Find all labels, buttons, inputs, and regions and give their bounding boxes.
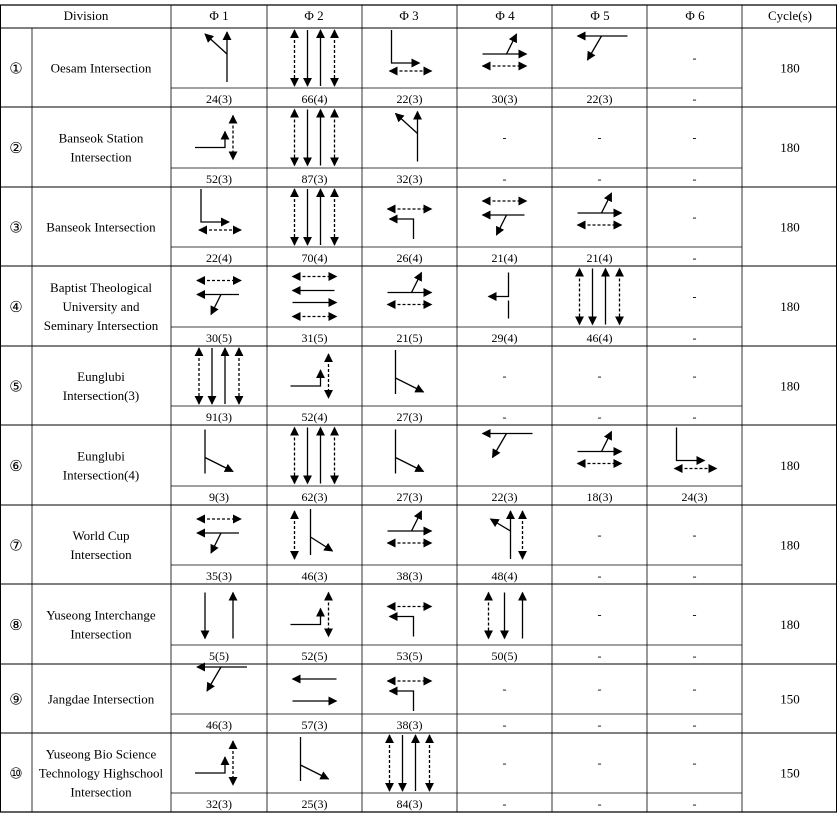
vehicle-arrow xyxy=(291,370,321,386)
phase-1-timing: 22(4) xyxy=(206,251,232,265)
intersection-name: Eunglubi xyxy=(77,369,125,384)
phase-5-none-diagram xyxy=(598,756,602,770)
phase-4-timing: - xyxy=(502,410,507,424)
phase-4-timing: - xyxy=(502,797,507,811)
vehicle-arrow xyxy=(211,295,221,315)
empty-phase-dash: - xyxy=(597,607,602,622)
row-number: ⑤ xyxy=(9,379,23,396)
phase-header-5: Φ 5 xyxy=(590,8,610,23)
phase-3-eastbound-through-and-left-with-pedestrian-diagram xyxy=(388,273,432,305)
phase-5-westbound-through-and-left-diagram xyxy=(578,36,628,60)
table-body xyxy=(9,30,799,811)
empty-phase-dash: - xyxy=(597,369,602,383)
phase-1-timing: 52(3) xyxy=(206,172,232,186)
phase-6-none-diagram xyxy=(693,608,697,622)
phase-4-none-diagram xyxy=(503,131,507,145)
phase-3-left-and-through-northbound-diagram xyxy=(396,112,418,162)
empty-phase-dash: - xyxy=(692,210,697,224)
empty-phase-dash: - xyxy=(692,289,697,304)
vehicle-arrow xyxy=(205,34,227,54)
empty-phase-dash: - xyxy=(502,756,507,770)
phase-2-timing: 25(3) xyxy=(301,797,328,811)
cycle-value: 180 xyxy=(780,617,800,632)
vehicle-arrow xyxy=(392,30,420,63)
phase-4-northbound-through-and-left-with-pedestrian-diagram xyxy=(491,511,523,559)
phase-1-timing: 24(3) xyxy=(206,92,232,106)
row-number: ⑧ xyxy=(9,618,23,634)
phase-2-timing: 70(4) xyxy=(301,251,328,265)
table-row xyxy=(9,667,799,732)
phase-2-eastbound-left-with-pedestrian-diagram xyxy=(291,354,329,398)
table-row xyxy=(9,189,799,265)
phase-6-timing: 24(3) xyxy=(681,490,708,504)
phase-3-timing: 53(5) xyxy=(396,649,423,663)
phase-1-timing: 9(3) xyxy=(209,490,229,504)
phase-2-through-both-directions-with-pedestrian-diagram xyxy=(295,189,335,245)
vehicle-arrow xyxy=(493,434,507,458)
phase-4-timing: 22(3) xyxy=(491,490,518,504)
vehicle-arrow xyxy=(311,537,333,551)
phase-4-timing: 29(4) xyxy=(491,331,518,345)
intersection-name: Jangdae Intersection xyxy=(47,691,155,707)
phase-2-timing: 52(5) xyxy=(301,649,328,663)
phase-3-southbound-through-and-left-diagram xyxy=(396,350,424,394)
intersection-name: Banseok Intersection xyxy=(46,219,156,235)
phase-1-left-and-through-northbound-diagram xyxy=(205,32,227,82)
empty-phase-dash: - xyxy=(692,51,697,65)
phase-3-timing: 26(4) xyxy=(396,251,423,265)
vehicle-arrow xyxy=(390,219,414,239)
cycle-value: 180 xyxy=(780,378,800,394)
phase-6-timing: - xyxy=(692,410,697,424)
intersection-name: Eunglubi xyxy=(77,448,125,464)
phase-6-none-diagram xyxy=(693,210,697,224)
cycle-value: 180 xyxy=(780,140,800,155)
vehicle-arrow xyxy=(677,428,705,461)
phase-5-none-diagram xyxy=(598,369,602,383)
intersection-name: World Cup xyxy=(72,528,130,543)
empty-phase-dash: - xyxy=(597,756,602,770)
cycle-value: 180 xyxy=(780,60,800,76)
table-header xyxy=(64,8,812,23)
phase-2-eastbound-left-with-pedestrian-diagram xyxy=(291,593,329,637)
empty-phase-dash: - xyxy=(692,607,697,622)
phase-2-southbound-through-and-left-with-pedestrian-diagram xyxy=(295,509,333,559)
vehicle-arrow xyxy=(396,378,424,392)
phase-3-timing: 32(3) xyxy=(396,172,423,186)
vehicle-arrow xyxy=(396,114,418,134)
table-row xyxy=(9,593,799,664)
phase-3-southbound-turn-with-pedestrian-diagram xyxy=(388,607,432,637)
phase-6-timing: - xyxy=(692,718,697,732)
vehicle-arrow xyxy=(205,458,233,472)
vehicle-arrow xyxy=(497,215,507,235)
phase-6-timing: - xyxy=(692,331,697,345)
phase-5-none-diagram xyxy=(598,131,602,145)
phase-2-through-both-directions-with-pedestrian-diagram xyxy=(295,110,335,166)
phase-2-timing: 62(3) xyxy=(301,490,328,504)
vehicle-arrow xyxy=(507,34,517,54)
table-row xyxy=(9,110,799,187)
cycle-value: 150 xyxy=(780,691,800,707)
phase-5-eastbound-through-and-left-with-pedestrian-diagram xyxy=(578,193,622,225)
phase-5-none-diagram xyxy=(598,608,602,622)
phase-3-timing: 38(3) xyxy=(396,718,423,732)
table-row xyxy=(9,428,799,505)
intersection-name: Yuseong Interchange xyxy=(46,607,156,623)
phase-1-timing: 91(3) xyxy=(206,410,232,424)
phase-6-westbound-right-with-pedestrian-diagram xyxy=(675,428,717,469)
phase-4-timing: 48(4) xyxy=(491,569,518,583)
phase-3-southbound-through-and-left-diagram xyxy=(396,430,424,474)
vehicle-arrow xyxy=(195,757,225,773)
phase-1-timing: 46(3) xyxy=(206,718,232,732)
vehicle-arrow xyxy=(201,189,229,222)
empty-phase-dash: - xyxy=(692,369,697,383)
intersection-name: Intersection xyxy=(70,547,132,562)
phase-3-timing: 22(3) xyxy=(396,92,423,106)
phase-4-westbound-through-and-left-with-pedestrian-diagram xyxy=(483,201,527,235)
vehicle-arrow xyxy=(489,273,509,297)
vehicle-arrow xyxy=(390,617,414,637)
phase-5-timing: 22(3) xyxy=(586,92,613,106)
empty-phase-dash: - xyxy=(502,682,507,696)
phase-5-timing: 18(3) xyxy=(586,490,613,504)
phase-4-southbound-left-turn-diagram xyxy=(489,273,509,319)
vehicle-arrow xyxy=(602,193,612,213)
row-number: ④ xyxy=(9,300,23,316)
phase-2-southbound-through-and-left-diagram xyxy=(301,737,329,781)
phase-2-through-both-directions-with-pedestrian-diagram xyxy=(295,428,335,484)
table-row xyxy=(9,348,799,424)
intersection-name: Intersection(3) xyxy=(62,388,140,403)
phase-1-timing: 32(3) xyxy=(206,797,232,811)
phase-5-timing: - xyxy=(597,172,602,186)
phase-1-eastbound-left-with-pedestrian-diagram xyxy=(195,116,233,160)
phase-3-timing: 27(3) xyxy=(396,490,423,504)
phase-5-timing: - xyxy=(597,718,602,732)
row-number: ② xyxy=(9,141,23,157)
phase-1-timing: 5(5) xyxy=(209,649,229,663)
phase-4-none-diagram xyxy=(503,369,507,383)
phase-4-timing: - xyxy=(502,718,507,732)
phase-1-through-both-directions-with-pedestrian-diagram xyxy=(199,348,239,404)
empty-phase-dash: - xyxy=(597,682,602,696)
cycle-value: 180 xyxy=(780,458,800,473)
phase-6-none-diagram xyxy=(693,131,697,145)
phase-1-through-both-directions-diagram xyxy=(205,593,233,639)
empty-phase-dash: - xyxy=(502,130,507,145)
phase-3-westbound-right-with-pedestrian-diagram xyxy=(390,30,432,71)
row-number: ⑥ xyxy=(9,459,23,475)
empty-phase-dash: - xyxy=(597,528,602,542)
phase-3-timing: 38(3) xyxy=(396,569,423,583)
cycle-value: 150 xyxy=(780,765,800,781)
phase-6-timing: - xyxy=(692,172,697,186)
phase-6-timing: - xyxy=(692,251,697,265)
vehicle-arrow xyxy=(195,132,225,148)
intersection-name: Intersection xyxy=(70,626,132,642)
vehicle-arrow xyxy=(491,519,511,531)
phase-3-through-both-directions-with-pedestrian-diagram xyxy=(390,735,430,791)
phase-2-timing: 57(3) xyxy=(301,718,328,732)
phase-5-timing: - xyxy=(597,410,602,424)
cycle-value: 180 xyxy=(780,537,800,553)
vehicle-arrow xyxy=(291,609,321,625)
row-number: ③ xyxy=(9,220,23,237)
phase-4-none-diagram xyxy=(503,756,507,770)
phase-5-none-diagram xyxy=(598,528,602,542)
phase-4-timing: 30(3) xyxy=(491,92,518,106)
phase-1-timing: 30(5) xyxy=(206,331,232,345)
intersection-name: Intersection xyxy=(70,784,132,800)
phase-3-timing: 27(3) xyxy=(396,410,423,424)
empty-phase-dash: - xyxy=(692,528,697,542)
cycle-header: Cycle(s) xyxy=(767,8,813,23)
phase-1-timing: 35(3) xyxy=(206,569,232,583)
empty-phase-dash: - xyxy=(692,756,697,770)
phase-6-timing: - xyxy=(692,92,697,106)
vehicle-arrow xyxy=(412,273,422,293)
intersection-name: Yuseong Bio Science xyxy=(45,746,157,762)
table-row xyxy=(9,30,799,106)
intersection-name: Banseok Station xyxy=(58,130,144,146)
phase-1-westbound-through-and-left-diagram xyxy=(197,667,247,691)
phase-2-timing: 31(5) xyxy=(301,331,328,345)
phase-header-2: Φ 2 xyxy=(304,8,324,23)
phase-5-timing: 46(4) xyxy=(586,331,613,345)
row-number: ⑦ xyxy=(9,538,23,555)
empty-phase-dash: - xyxy=(692,130,697,145)
phase-5-timing: 21(4) xyxy=(586,251,613,265)
vehicle-arrow xyxy=(301,765,329,779)
phase-4-timing: 50(5) xyxy=(491,649,518,663)
row-number: ⑨ xyxy=(9,692,23,709)
empty-phase-dash: - xyxy=(692,682,697,696)
intersection-name: Baptist Theological xyxy=(50,280,152,295)
phase-4-timing: - xyxy=(502,172,507,186)
intersection-name: Seminary Intersection xyxy=(43,318,159,333)
vehicle-arrow xyxy=(211,533,221,553)
phase-6-none-diagram xyxy=(693,528,697,542)
division-header: Division xyxy=(63,8,109,23)
phase-5-none-diagram xyxy=(598,682,602,696)
vehicle-arrow xyxy=(412,511,422,531)
table-row xyxy=(9,509,799,583)
phase-3-southbound-turn-with-pedestrian-diagram xyxy=(388,681,432,711)
phase-6-none-diagram xyxy=(693,290,697,304)
empty-phase-dash: - xyxy=(597,130,602,145)
phase-6-none-diagram xyxy=(693,369,697,383)
phase-header-4: Φ 4 xyxy=(495,8,515,23)
phase-header-6: Φ 6 xyxy=(685,8,705,23)
vehicle-arrow xyxy=(390,691,414,711)
phase-3-eastbound-through-and-left-with-pedestrian-diagram xyxy=(388,511,432,543)
phase-3-southbound-turn-with-pedestrian-diagram xyxy=(388,209,432,239)
row-number: ⑩ xyxy=(9,766,23,783)
phase-1-westbound-right-with-pedestrian-diagram xyxy=(199,189,241,230)
phase-5-eastbound-through-and-left-with-pedestrian-diagram xyxy=(578,432,622,464)
phase-4-none-diagram xyxy=(503,682,507,696)
intersection-name: Technology Highschool xyxy=(38,765,164,781)
phase-2-timing: 52(4) xyxy=(301,410,328,424)
phase-4-eastbound-through-and-left-with-pedestrian-diagram xyxy=(483,34,527,66)
phase-3-timing: 84(3) xyxy=(396,797,423,811)
phase-4-southbound-through-with-pedestrian-diagram xyxy=(489,593,523,639)
phase-1-westbound-through-and-left-with-pedestrian-diagram xyxy=(197,519,241,553)
phase-2-timing: 87(3) xyxy=(301,172,328,186)
empty-phase-dash: - xyxy=(502,369,507,383)
phase-2-east-west-through-diagram xyxy=(293,679,337,701)
vehicle-arrow xyxy=(207,667,221,691)
phase-5-timing: - xyxy=(597,797,602,811)
intersection-name: Oesam Intersection xyxy=(50,60,152,76)
table-row xyxy=(9,735,799,811)
intersection-name: Intersection xyxy=(70,149,132,165)
phase-1-southbound-through-and-left-diagram xyxy=(205,430,233,474)
row-number: ① xyxy=(9,61,23,78)
phase-5-timing: - xyxy=(597,569,602,583)
phase-6-none-diagram xyxy=(693,756,697,770)
phase-2-timing: 66(4) xyxy=(301,92,328,106)
phase-2-east-west-through-with-pedestrian-diagram xyxy=(293,277,337,317)
phase-3-timing: 21(5) xyxy=(396,331,423,345)
cycle-value: 180 xyxy=(780,219,800,235)
phase-5-through-both-directions-with-pedestrian-diagram xyxy=(580,269,620,325)
phase-6-timing: - xyxy=(692,797,697,811)
vehicle-arrow xyxy=(396,458,424,472)
intersection-name: University and xyxy=(62,299,140,314)
phase-6-timing: - xyxy=(692,649,697,663)
intersection-name: Intersection(4) xyxy=(62,467,140,483)
phase-6-none-diagram xyxy=(693,51,697,65)
phase-6-none-diagram xyxy=(693,682,697,696)
phase-5-timing: - xyxy=(597,649,602,663)
phase-2-timing: 46(3) xyxy=(301,569,328,583)
table-row xyxy=(9,269,799,346)
phase-4-timing: 21(4) xyxy=(491,251,518,265)
phase-header-3: Φ 3 xyxy=(399,8,419,23)
phase-6-timing: - xyxy=(692,569,697,583)
cycle-value: 180 xyxy=(780,299,800,314)
vehicle-arrow xyxy=(602,432,612,452)
phase-header-1: Φ 1 xyxy=(209,8,229,23)
phase-4-westbound-through-and-left-diagram xyxy=(483,434,533,458)
vehicle-arrow xyxy=(588,36,602,60)
phase-2-through-both-directions-with-pedestrian-diagram xyxy=(295,30,335,86)
phase-1-westbound-through-and-left-with-pedestrian-diagram xyxy=(197,281,241,315)
phase-1-eastbound-left-with-pedestrian-diagram xyxy=(195,741,233,785)
